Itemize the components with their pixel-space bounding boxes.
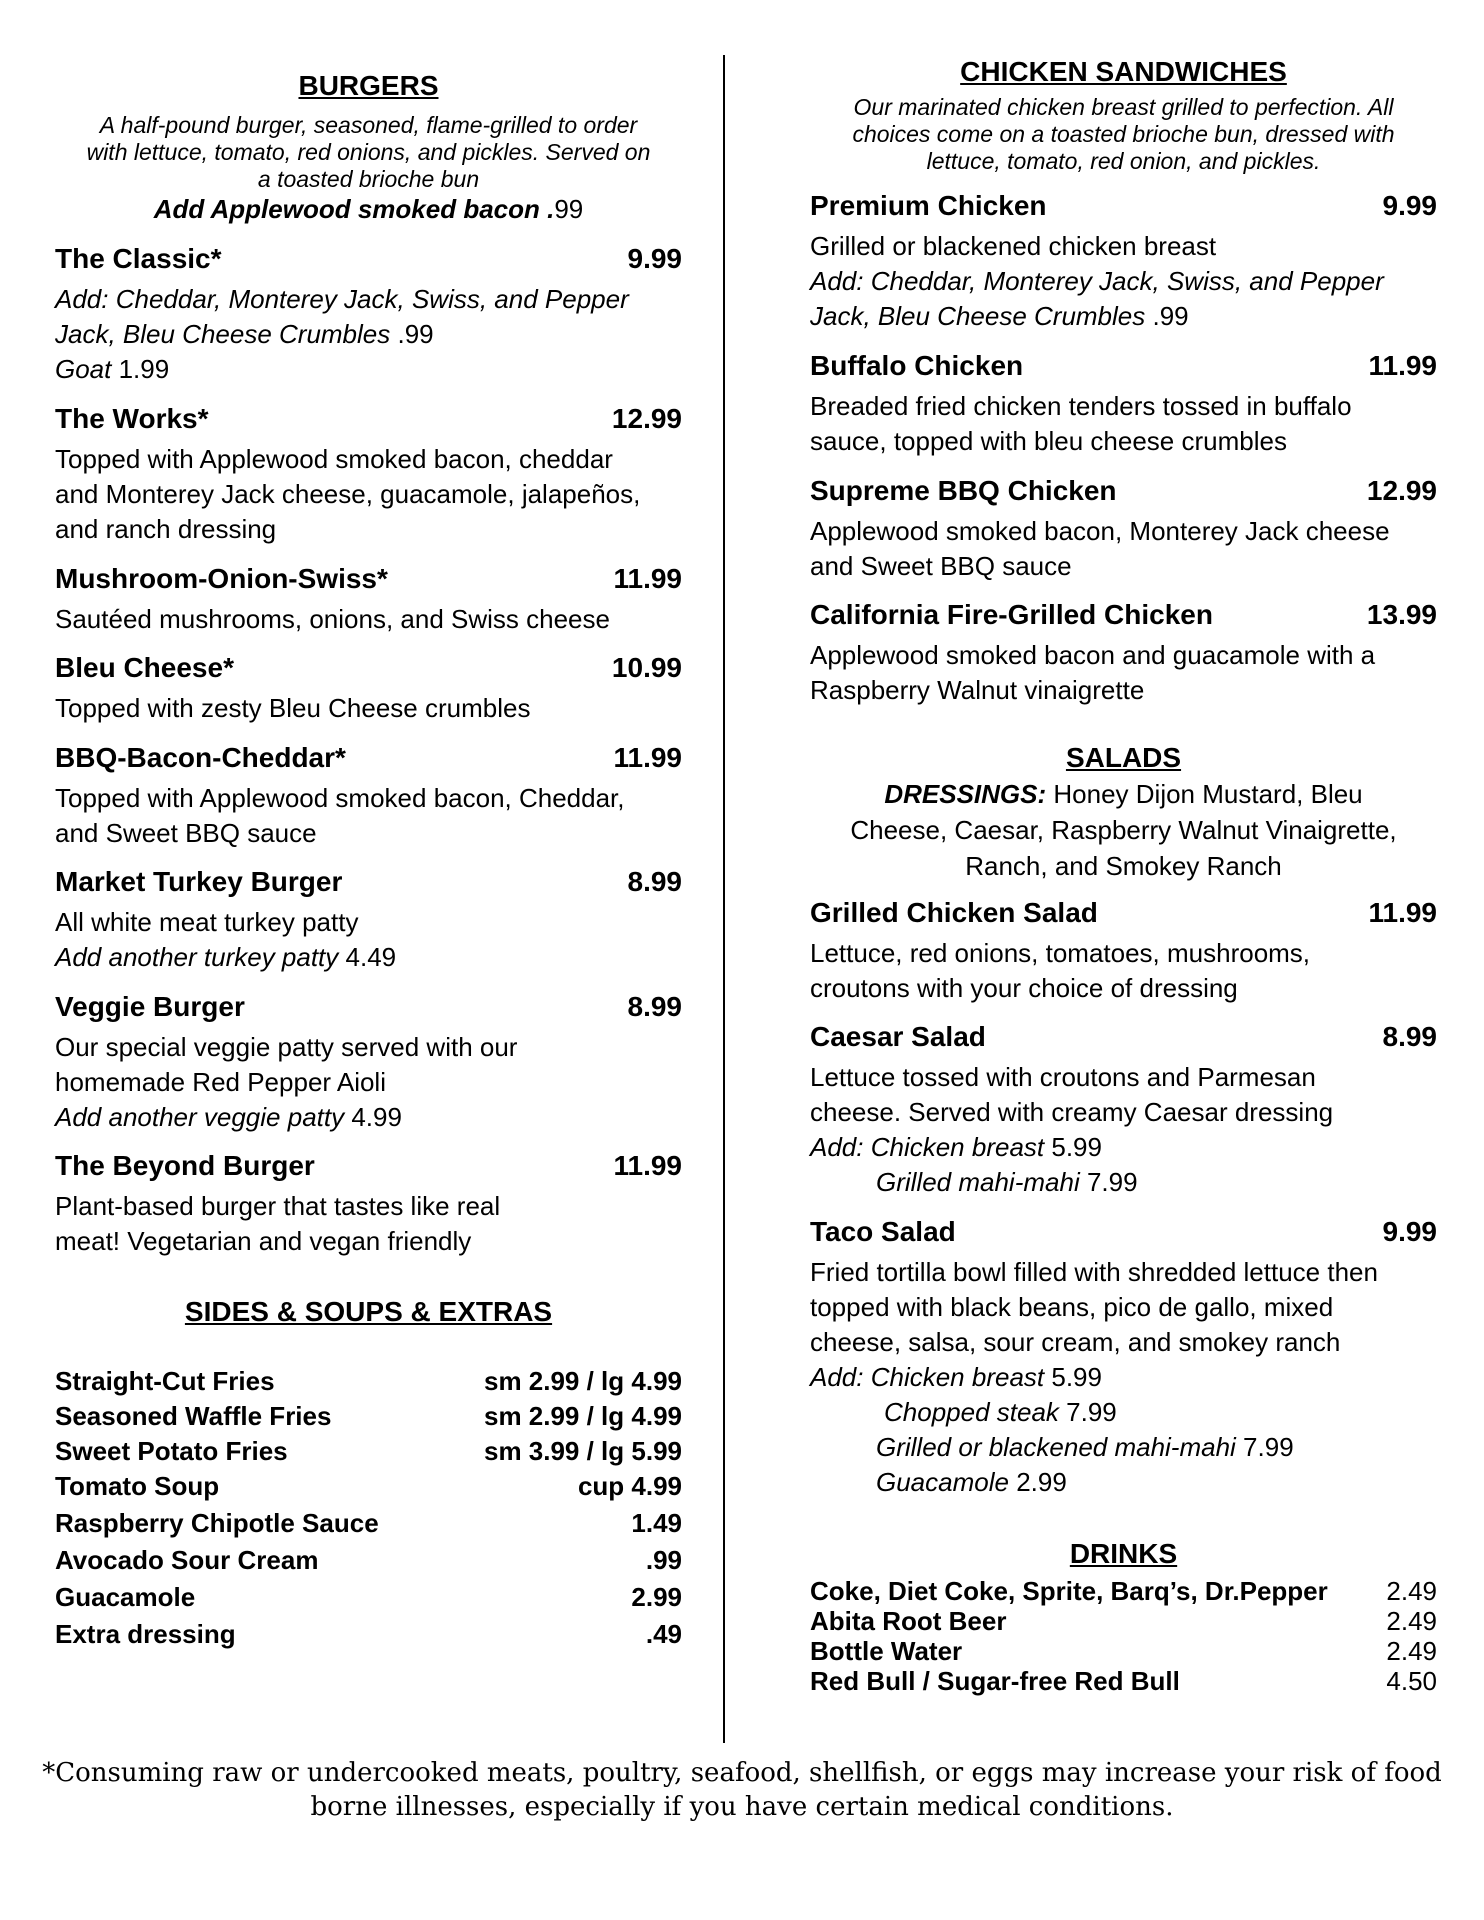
chicken-desc-line: lettuce, tomato, red onion, and pickles. <box>926 148 1321 174</box>
item-desc-line: cheese, salsa, sour cream, and smokey ranch <box>810 1327 1341 1357</box>
caesar-addon-label: Grilled mahi-mahi <box>876 1167 1080 1197</box>
side-price: 2.99 <box>631 1582 682 1612</box>
menu-item-the-classic <box>55 243 682 275</box>
drink-row <box>810 1636 1437 1667</box>
drink-name: Coke, Diet Coke, Sprite, Barq’s, Dr.Pepper <box>810 1576 1328 1606</box>
item-price: 13.99 <box>1366 599 1437 630</box>
item-name: Taco Salad <box>810 1216 956 1247</box>
item-price: 11.99 <box>613 742 682 773</box>
drink-price: 2.49 <box>1386 1606 1437 1636</box>
disclaimer-line: *Consuming raw or undercooked meats, poultry, seafood, shellfish, or eggs may increase your risk of food <box>42 1758 1442 1788</box>
classic-addon-price: .99 <box>390 319 434 349</box>
item-desc-line: and ranch dressing <box>55 514 277 544</box>
item-name: Supreme BBQ Chicken <box>810 475 1117 506</box>
side-name: Sweet Potato Fries <box>55 1436 288 1466</box>
item-name: Buffalo Chicken <box>810 350 1024 381</box>
item-desc-line: Fried tortilla bowl filled with shredded lettuce then <box>810 1257 1378 1287</box>
taco-addon-label: Guacamole <box>876 1467 1009 1497</box>
item-price: 9.99 <box>627 243 682 274</box>
side-row <box>55 1436 682 1467</box>
item-desc-line: Lettuce tossed with croutons and Parmesan <box>810 1062 1316 1092</box>
taco-addon-price: 7.99 <box>1235 1432 1294 1462</box>
side-price: sm 2.99 / lg 4.99 <box>483 1401 682 1431</box>
item-name: Premium Chicken <box>810 190 1047 221</box>
chicken-heading: CHICKEN SANDWICHES <box>960 56 1287 87</box>
caesar-addon-price: 5.99 <box>1044 1132 1102 1162</box>
item-desc-line: Topped with zesty Bleu Cheese crumbles <box>55 693 531 723</box>
item-price: 8.99 <box>627 866 682 897</box>
side-name: Straight-Cut Fries <box>55 1366 275 1396</box>
disclaimer-line: borne illnesses, especially if you have certain medical conditions. <box>310 1792 1174 1822</box>
taco-addon-label: Grilled or blackened mahi-mahi <box>876 1432 1236 1462</box>
item-price: 11.99 <box>1368 350 1437 381</box>
item-desc-line: Raspberry Walnut vinaigrette <box>810 675 1145 705</box>
salads-heading: SALADS <box>1065 742 1182 773</box>
item-desc-line: Topped with Applewood smoked bacon, Cheddar, <box>55 783 625 813</box>
item-desc-line: Topped with Applewood smoked bacon, cheddar <box>55 444 613 474</box>
drink-name: Bottle Water <box>810 1636 963 1666</box>
item-price: 12.99 <box>1366 475 1437 506</box>
item-price: 12.99 <box>611 403 682 434</box>
premium-addon-line: Add: Cheddar, Monterey Jack, Swiss, and Pepper <box>810 266 1384 296</box>
side-row <box>55 1582 682 1613</box>
side-name: Raspberry Chipotle Sauce <box>55 1508 379 1538</box>
side-row <box>55 1366 682 1397</box>
item-name: Mushroom-Onion-Swiss* <box>55 563 388 594</box>
turkey-addon-label: Add another turkey patty <box>55 942 339 972</box>
item-price: 8.99 <box>627 991 682 1022</box>
item-desc-line: and Sweet BBQ sauce <box>55 818 317 848</box>
drink-row <box>810 1606 1437 1637</box>
item-desc-line: and Monterey Jack cheese, guacamole, jalapeños, <box>55 479 641 509</box>
side-row <box>55 1471 682 1502</box>
drink-row <box>810 1666 1437 1697</box>
menu-item-taco-salad <box>810 1216 1437 1248</box>
menu-item-the-works <box>55 403 682 435</box>
side-price: .99 <box>645 1545 682 1575</box>
side-price: cup 4.99 <box>577 1471 682 1501</box>
item-name: Bleu Cheese* <box>55 652 234 683</box>
dressings-line: Honey Dijon Mustard, Bleu <box>1046 779 1363 809</box>
taco-addon-price: 2.99 <box>1008 1467 1067 1497</box>
drinks-heading: DRINKS <box>1069 1538 1178 1569</box>
veggie-addon-price: 4.99 <box>344 1102 402 1132</box>
item-name: Veggie Burger <box>55 991 245 1022</box>
side-name: Guacamole <box>55 1582 196 1612</box>
item-desc-line: Grilled or blackened chicken breast <box>810 231 1217 261</box>
classic-addon-line: Add: Cheddar, Monterey Jack, Swiss, and Pepper <box>55 284 629 314</box>
classic-goat-price: 1.99 <box>111 354 170 384</box>
side-row <box>55 1401 682 1432</box>
menu-item-market-turkey-burger <box>55 866 682 898</box>
drink-price: 4.50 <box>1386 1666 1437 1696</box>
side-price: sm 3.99 / lg 5.99 <box>483 1436 682 1466</box>
item-desc-line: Lettuce, red onions, tomatoes, mushrooms, <box>810 938 1311 968</box>
chicken-desc-line: Our marinated chicken breast grilled to perfection. All <box>853 94 1394 120</box>
chicken-description <box>810 94 1437 175</box>
side-row <box>55 1619 682 1650</box>
bacon-addon-label: Add Applewood smoked bacon . <box>153 194 555 224</box>
side-row <box>55 1545 682 1576</box>
item-price: 8.99 <box>1382 1021 1437 1052</box>
item-price: 11.99 <box>613 563 682 594</box>
item-name: BBQ-Bacon-Cheddar* <box>55 742 346 773</box>
item-desc-line: sauce, topped with bleu cheese crumbles <box>810 426 1287 456</box>
item-desc-line: Breaded fried chicken tenders tossed in buffalo <box>810 391 1352 421</box>
veggie-addon-label: Add another veggie patty <box>55 1102 345 1132</box>
item-price: 11.99 <box>613 1150 682 1181</box>
side-name: Tomato Soup <box>55 1471 220 1501</box>
item-name: Market Turkey Burger <box>55 866 343 897</box>
taco-addon-label: Chopped steak <box>884 1397 1059 1427</box>
menu-item-california-fire-grilled-chicken <box>810 599 1437 631</box>
burgers-desc-line: with lettuce, tomato, red onions, and pickles. Served on <box>86 139 651 165</box>
bacon-addon-price: 99 <box>554 194 584 224</box>
item-desc-line: topped with black beans, pico de gallo, mixed <box>810 1292 1334 1322</box>
classic-goat-label: Goat <box>55 354 112 384</box>
turkey-addon-price: 4.49 <box>338 942 397 972</box>
item-price: 9.99 <box>1382 190 1437 221</box>
menu-item-premium-chicken <box>810 190 1437 222</box>
drink-row <box>810 1576 1437 1607</box>
item-desc-line: Applewood smoked bacon and guacamole with a <box>810 640 1376 670</box>
dressings-list <box>810 776 1437 884</box>
item-name: The Classic* <box>55 243 222 274</box>
menu-item-caesar-salad <box>810 1021 1437 1053</box>
item-name: Caesar Salad <box>810 1021 986 1052</box>
dressings-label: DRESSINGS: <box>884 779 1047 809</box>
item-desc-line: homemade Red Pepper Aioli <box>55 1067 386 1097</box>
caesar-addon-price: 7.99 <box>1079 1167 1138 1197</box>
burgers-description <box>55 112 682 193</box>
menu-item-the-beyond-burger <box>55 1150 682 1182</box>
sides-heading: SIDES & SOUPS & EXTRAS <box>184 1296 553 1327</box>
drink-name: Red Bull / Sugar-free Red Bull <box>810 1666 1180 1696</box>
item-name: The Beyond Burger <box>55 1150 315 1181</box>
menu-item-mushroom-onion-swiss <box>55 563 682 595</box>
burgers-desc-line: A half-pound burger, seasoned, flame-grilled to order <box>99 112 638 138</box>
item-desc-line: meat! Vegetarian and vegan friendly <box>55 1226 472 1256</box>
menu-item-veggie-burger <box>55 991 682 1023</box>
side-name: Seasoned Waffle Fries <box>55 1401 332 1431</box>
burgers-heading: BURGERS <box>298 70 439 101</box>
item-desc-line: Our special veggie patty served with our <box>55 1032 518 1062</box>
side-row <box>55 1508 682 1539</box>
side-price: sm 2.99 / lg 4.99 <box>483 1366 682 1396</box>
side-name: Extra dressing <box>55 1619 236 1649</box>
dressings-line: Ranch, and Smokey Ranch <box>965 851 1282 881</box>
menu-item-bbq-bacon-cheddar <box>55 742 682 774</box>
taco-addon-label: Add: Chicken breast <box>810 1362 1045 1392</box>
item-desc-line: Plant-based burger that tastes like real <box>55 1191 501 1221</box>
item-desc-line: croutons with your choice of dressing <box>810 973 1238 1003</box>
column-divider <box>723 55 725 1743</box>
item-name: California Fire-Grilled Chicken <box>810 599 1213 630</box>
item-name: Grilled Chicken Salad <box>810 897 1098 928</box>
menu-item-grilled-chicken-salad <box>810 897 1437 929</box>
item-desc-line: Applewood smoked bacon, Monterey Jack cheese <box>810 516 1390 546</box>
side-name: Avocado Sour Cream <box>55 1545 319 1575</box>
item-desc-line: cheese. Served with creamy Caesar dressing <box>810 1097 1334 1127</box>
menu-item-bleu-cheese <box>55 652 682 684</box>
menu-item-supreme-bbq-chicken <box>810 475 1437 507</box>
item-price: 10.99 <box>611 652 682 683</box>
premium-addon-line: Jack, Bleu Cheese Crumbles <box>810 301 1146 331</box>
drink-price: 2.49 <box>1386 1576 1437 1606</box>
menu-item-buffalo-chicken <box>810 350 1437 382</box>
bacon-addon <box>55 194 682 225</box>
item-desc-line: Sautéed mushrooms, onions, and Swiss cheese <box>55 604 610 634</box>
classic-addon-line: Jack, Bleu Cheese Crumbles <box>55 319 391 349</box>
item-name: The Works* <box>55 403 209 434</box>
side-price: 1.49 <box>631 1508 682 1538</box>
item-price: 9.99 <box>1382 1216 1437 1247</box>
side-price: .49 <box>645 1619 682 1649</box>
item-desc-line: and Sweet BBQ sauce <box>810 551 1072 581</box>
burgers-desc-line: a toasted brioche bun <box>257 166 480 192</box>
caesar-addon-label: Add: Chicken breast <box>810 1132 1045 1162</box>
taco-addon-price: 7.99 <box>1058 1397 1117 1427</box>
item-desc-line: All white meat turkey patty <box>55 907 359 937</box>
taco-addon-price: 5.99 <box>1044 1362 1102 1392</box>
premium-addon-price: .99 <box>1145 301 1189 331</box>
drink-name: Abita Root Beer <box>810 1606 1007 1636</box>
chicken-desc-line: choices come on a toasted brioche bun, dressed with <box>852 121 1395 147</box>
drink-price: 2.49 <box>1386 1636 1437 1666</box>
dressings-line: Cheese, Caesar, Raspberry Walnut Vinaigrette, <box>850 815 1397 845</box>
food-safety-disclaimer <box>0 1756 1484 1824</box>
item-price: 11.99 <box>1368 897 1437 928</box>
